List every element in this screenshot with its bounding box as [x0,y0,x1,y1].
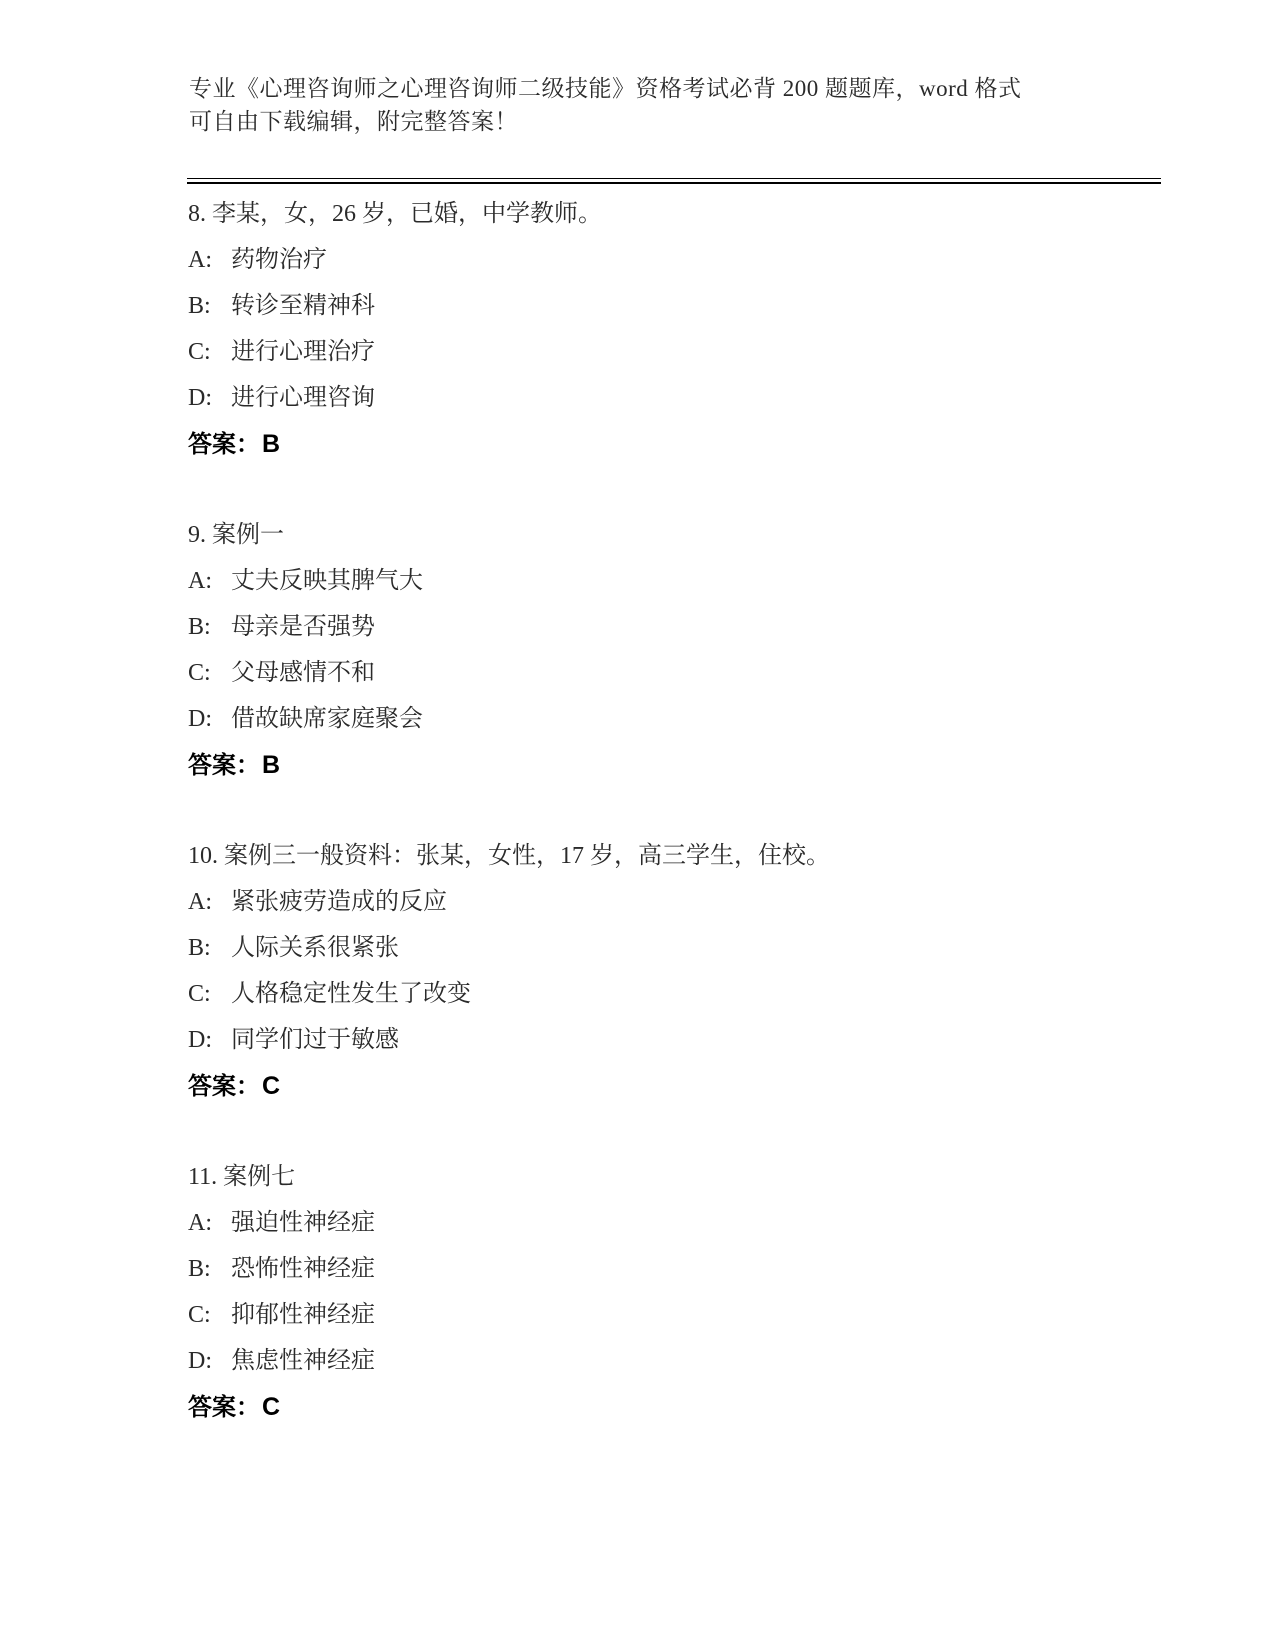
option-label: D: [188,385,212,411]
option-row-a [188,558,1162,604]
question-title [188,833,1162,879]
option-text: 母亲是否强势 [231,614,375,640]
option-text: 焦虑性神经症 [231,1348,375,1374]
option-text: 转诊至精神科 [231,293,375,319]
answer-line [188,1384,1162,1430]
option-text: 人际关系很紧张 [231,935,399,961]
answer-label: 答案： [188,1395,260,1421]
question-block-9 [188,512,1162,788]
question-title [188,512,1162,558]
answer-label: 答案： [188,753,260,779]
option-label: A: [188,568,212,594]
option-text: 丈夫反映其脾气大 [231,568,423,594]
option-row-a [188,237,1162,283]
option-label: B: [188,293,211,319]
option-row-a [188,1200,1162,1246]
option-text: 进行心理治疗 [231,339,375,365]
option-row-b [188,925,1162,971]
option-label: C: [188,1302,211,1328]
answer-value: B [262,751,281,779]
question-number: 9. [188,522,206,548]
option-label: C: [188,339,211,365]
page-header [189,72,1089,138]
option-text: 紧张疲劳造成的反应 [231,889,447,915]
option-row-b [188,1246,1162,1292]
answer-value: B [262,430,281,458]
option-label: D: [188,1027,212,1053]
question-block-11 [188,1154,1162,1430]
option-row-b [188,283,1162,329]
option-text: 药物治疗 [231,247,327,273]
question-title [188,191,1162,237]
header-line-2: 可自由下载编辑，附完整答案！ [189,109,518,134]
option-text: 抑郁性神经症 [231,1302,375,1328]
option-text: 恐怖性神经症 [231,1256,375,1282]
option-row-c [188,1292,1162,1338]
option-text: 借故缺席家庭聚会 [231,706,423,732]
answer-line [188,742,1162,788]
header-divider-rule [187,178,1161,184]
option-label: A: [188,889,212,915]
option-text: 人格稳定性发生了改变 [231,981,471,1007]
question-block-8 [188,191,1162,467]
option-text: 进行心理咨询 [231,385,375,411]
option-row-d [188,1017,1162,1063]
answer-value: C [262,1072,281,1100]
option-label: B: [188,935,211,961]
option-text: 强迫性神经症 [231,1210,375,1236]
answer-line [188,1063,1162,1109]
option-label: C: [188,981,211,1007]
option-label: B: [188,1256,211,1282]
option-row-c [188,650,1162,696]
question-number: 8. [188,201,206,227]
option-text: 同学们过于敏感 [231,1027,399,1053]
option-text: 父母感情不和 [231,660,375,686]
option-row-d [188,375,1162,421]
question-title [188,1154,1162,1200]
option-row-a [188,879,1162,925]
option-row-c [188,971,1162,1017]
option-row-b [188,604,1162,650]
option-label: D: [188,706,212,732]
option-label: D: [188,1348,212,1374]
answer-label: 答案： [188,1074,260,1100]
option-row-d [188,696,1162,742]
question-text: 李某，女，26 岁，已婚，中学教师。 [212,201,602,227]
question-text: 案例三一般资料：张某，女性，17 岁，高三学生，住校。 [224,843,830,869]
option-row-d [188,1338,1162,1384]
answer-value: C [262,1393,281,1421]
option-label: C: [188,660,211,686]
question-number: 11. [188,1164,218,1190]
option-label: A: [188,247,212,273]
question-text: 案例七 [223,1164,296,1190]
option-row-c [188,329,1162,375]
question-list [188,191,1162,1430]
option-label: B: [188,614,211,640]
question-text: 案例一 [212,522,284,548]
header-line-1: 专业《心理咨询师之心理咨询师二级技能》资格考试必背 200 题题库，word 格式 [189,76,1022,101]
answer-label: 答案： [188,432,260,458]
option-label: A: [188,1210,212,1236]
question-number: 10. [188,843,218,869]
question-block-10 [188,833,1162,1109]
answer-line [188,421,1162,467]
